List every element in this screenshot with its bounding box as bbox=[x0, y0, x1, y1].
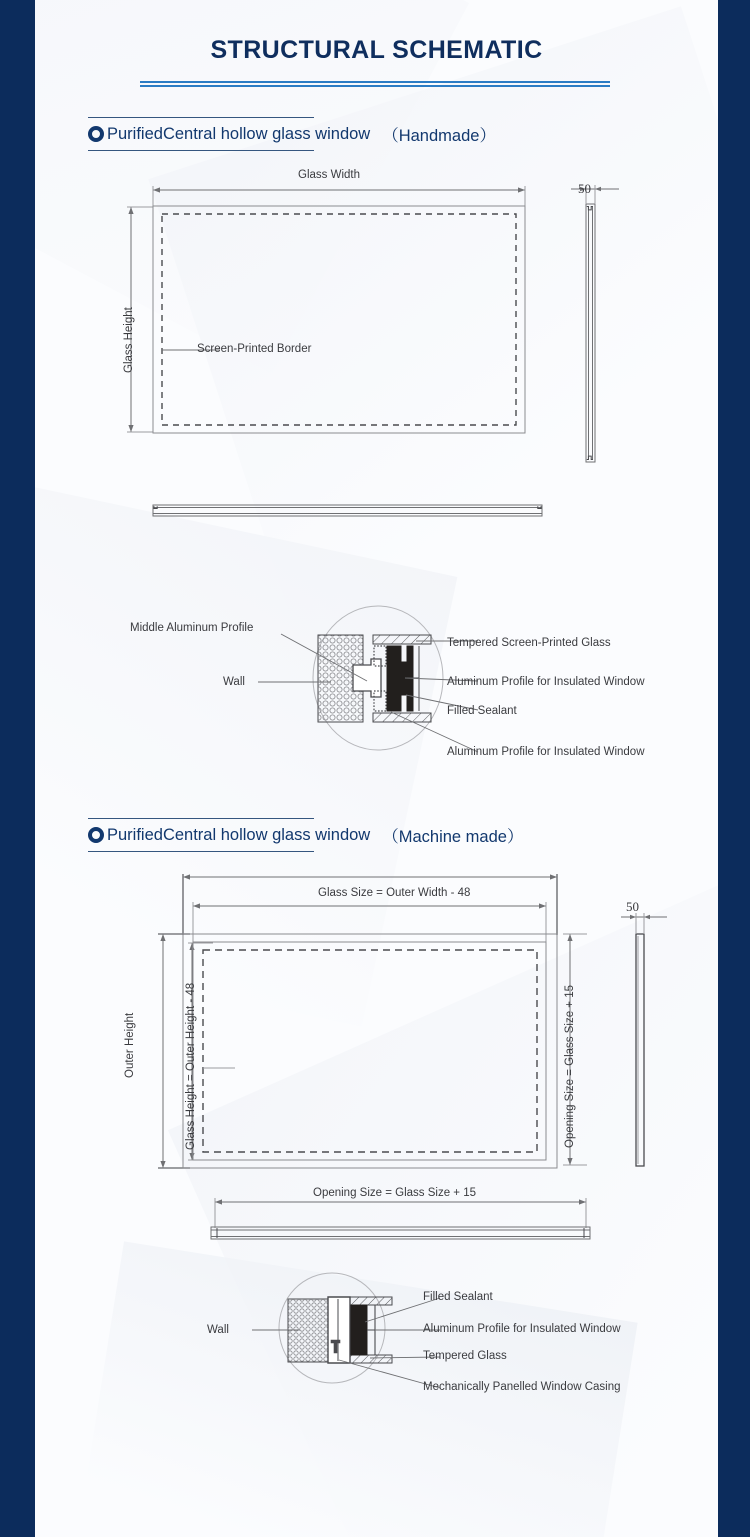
content-canvas bbox=[35, 0, 718, 1537]
opening-size-right-label: Opening Size = Glass Size + 15 bbox=[564, 984, 576, 1148]
opening-size-bottom-label: Opening Size = Glass Size + 15 bbox=[313, 1187, 477, 1199]
section-title: PurifiedCentral hollow glass window bbox=[107, 124, 371, 143]
screen-printed-border-label: Screen-Printed Border bbox=[197, 343, 312, 355]
detail-label-tempered-screen-printed-glass: Tempered Screen-Printed Glass bbox=[447, 637, 611, 649]
outer-height-label: Outer Height bbox=[124, 1012, 136, 1078]
detail-label-aluminum-profile: Aluminum Profile for Insulated Window bbox=[423, 1323, 621, 1335]
section-subtitle: （Machine made） bbox=[382, 828, 524, 846]
right-navy-border bbox=[718, 0, 750, 1537]
section-title: PurifiedCentral hollow glass window bbox=[107, 825, 371, 844]
page-title: STRUCTURAL SCHEMATIC bbox=[210, 36, 543, 64]
detail-label-aluminum-profile-lower: Aluminum Profile for Insulated Window bbox=[447, 746, 645, 758]
detail-label-wall: Wall bbox=[207, 1324, 229, 1336]
section-subtitle: （Handmade） bbox=[382, 127, 496, 145]
glass-size-width-label: Glass Size = Outer Width - 48 bbox=[318, 887, 471, 899]
left-navy-border bbox=[0, 0, 35, 1537]
detail-label-tempered-glass: Tempered Glass bbox=[423, 1350, 507, 1362]
detail-label-filled-sealant: Filled Sealant bbox=[447, 705, 517, 717]
glass-width-label: Glass Width bbox=[298, 169, 360, 181]
glass-height-formula-label: Glass Height = Outer Height - 48 bbox=[185, 982, 197, 1150]
detail-label-middle-aluminum-profile: Middle Aluminum Profile bbox=[130, 622, 254, 634]
side-thickness-label: 50 bbox=[578, 181, 591, 196]
glass-height-label: Glass Height bbox=[123, 307, 135, 373]
detail-label-filled-sealant: Filled Sealant bbox=[423, 1291, 493, 1303]
detail-label-window-casing: Mechanically Panelled Window Casing bbox=[423, 1381, 621, 1393]
machine-made-detail-svg bbox=[35, 0, 718, 1537]
detail-label-aluminum-profile-upper: Aluminum Profile for Insulated Window bbox=[447, 676, 645, 688]
machine-made-detail-callout bbox=[35, 0, 718, 1537]
detail-label-wall: Wall bbox=[223, 676, 245, 688]
side-thickness-label: 50 bbox=[626, 899, 639, 914]
